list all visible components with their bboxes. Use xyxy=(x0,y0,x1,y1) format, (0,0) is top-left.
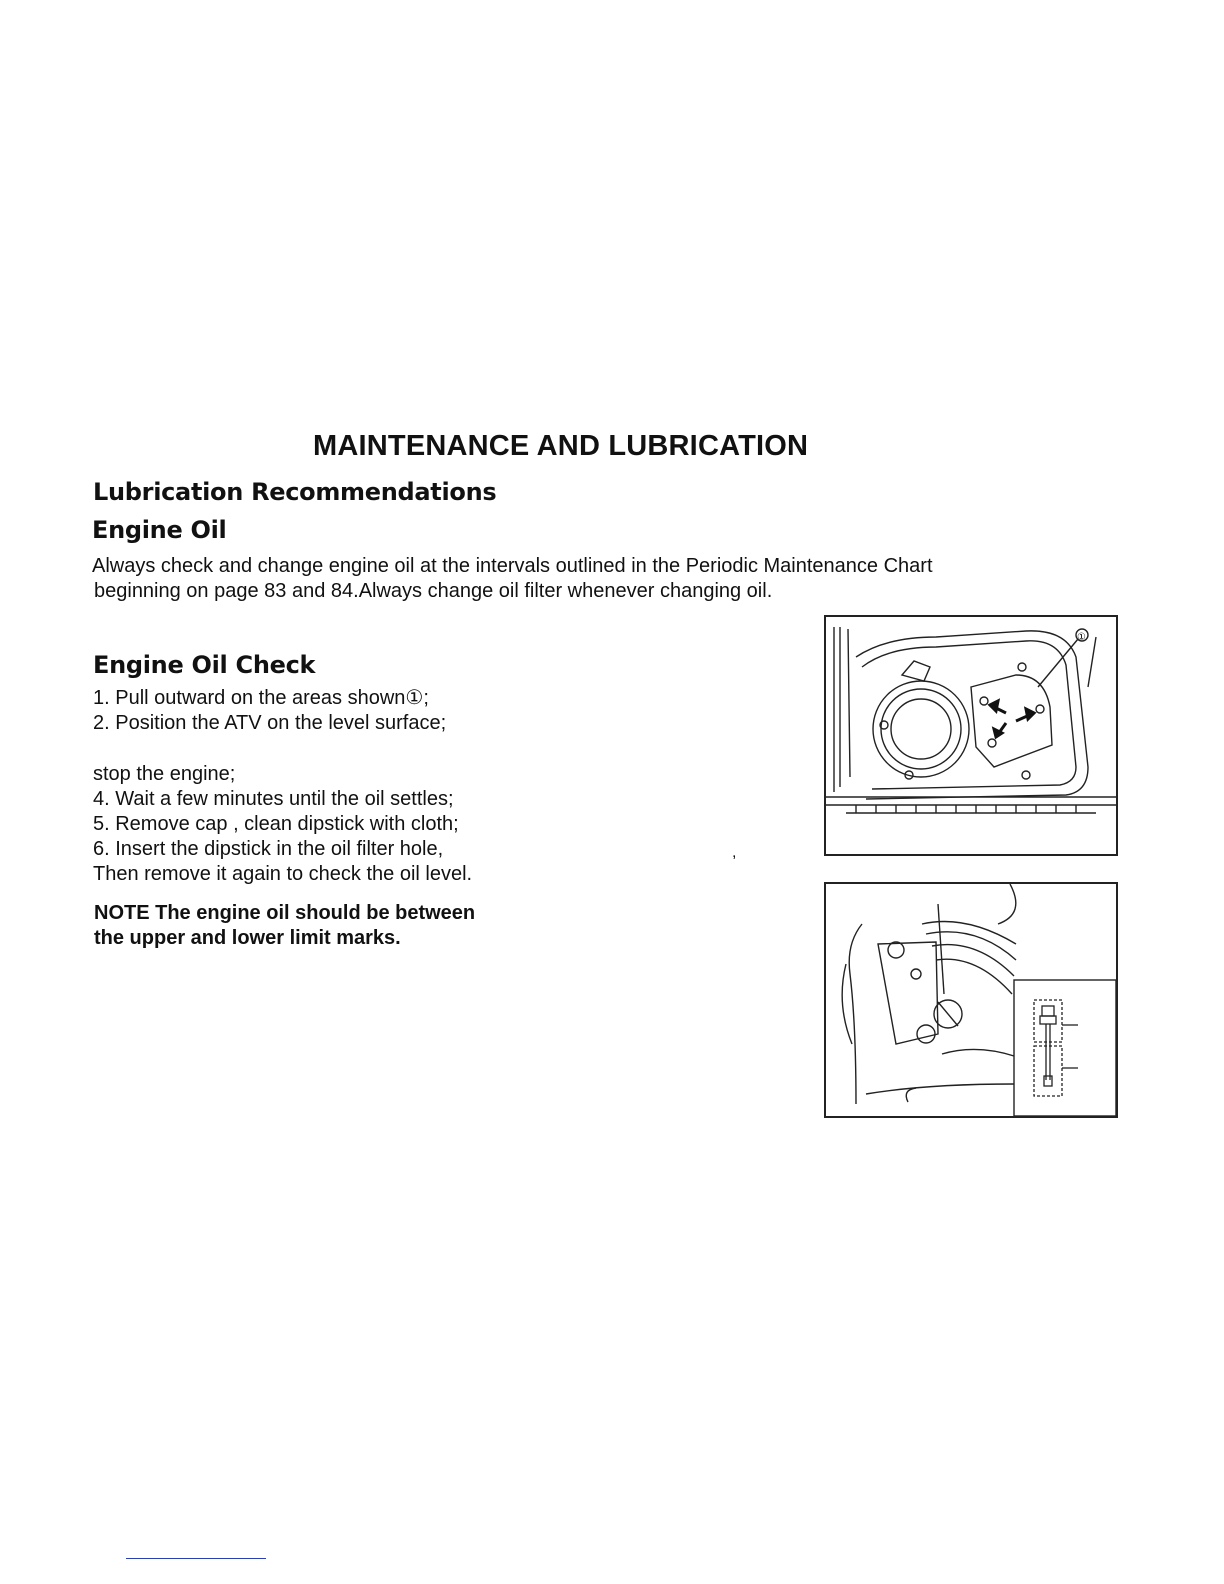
dipstick-illustration xyxy=(826,884,1116,1116)
step-5: 5. Remove cap , clean dipstick with cloth; xyxy=(93,813,459,835)
engine-oil-paragraph-line1: Always check and change engine oil at the intervals outlined in the Periodic Maintenance Chart xyxy=(92,555,933,577)
step-6-continued: Then remove it again to check the oil level. xyxy=(93,863,473,885)
footer-rule xyxy=(126,1558,266,1559)
figure-callout-1: ① xyxy=(1077,632,1086,643)
stray-comma: , xyxy=(732,844,737,861)
step-1: 1. Pull outward on the areas shown①; xyxy=(93,687,429,709)
page-title: MAINTENANCE AND LUBRICATION xyxy=(313,430,809,462)
note-line1: NOTE The engine oil should be between xyxy=(94,902,476,924)
engine-oil-paragraph-line2: beginning on page 83 and 84.Always change oil filter whenever changing oil. xyxy=(94,580,773,602)
section-heading: Lubrication Recommendations xyxy=(93,478,497,506)
side-cover-illustration xyxy=(826,617,1116,854)
step-3: stop the engine; xyxy=(93,763,236,785)
figure-dipstick xyxy=(824,882,1118,1118)
dipstick-inset xyxy=(1014,980,1116,1116)
note-line2: the upper and lower limit marks. xyxy=(94,927,401,949)
engine-oil-heading: Engine Oil xyxy=(92,516,227,544)
oil-check-heading: Engine Oil Check xyxy=(93,651,316,679)
step-4: 4. Wait a few minutes until the oil settles; xyxy=(93,788,454,810)
figure-side-cover xyxy=(824,615,1118,856)
step-6: 6. Insert the dipstick in the oil filter hole, xyxy=(93,838,444,860)
step-2: 2. Position the ATV on the level surface; xyxy=(93,712,447,734)
